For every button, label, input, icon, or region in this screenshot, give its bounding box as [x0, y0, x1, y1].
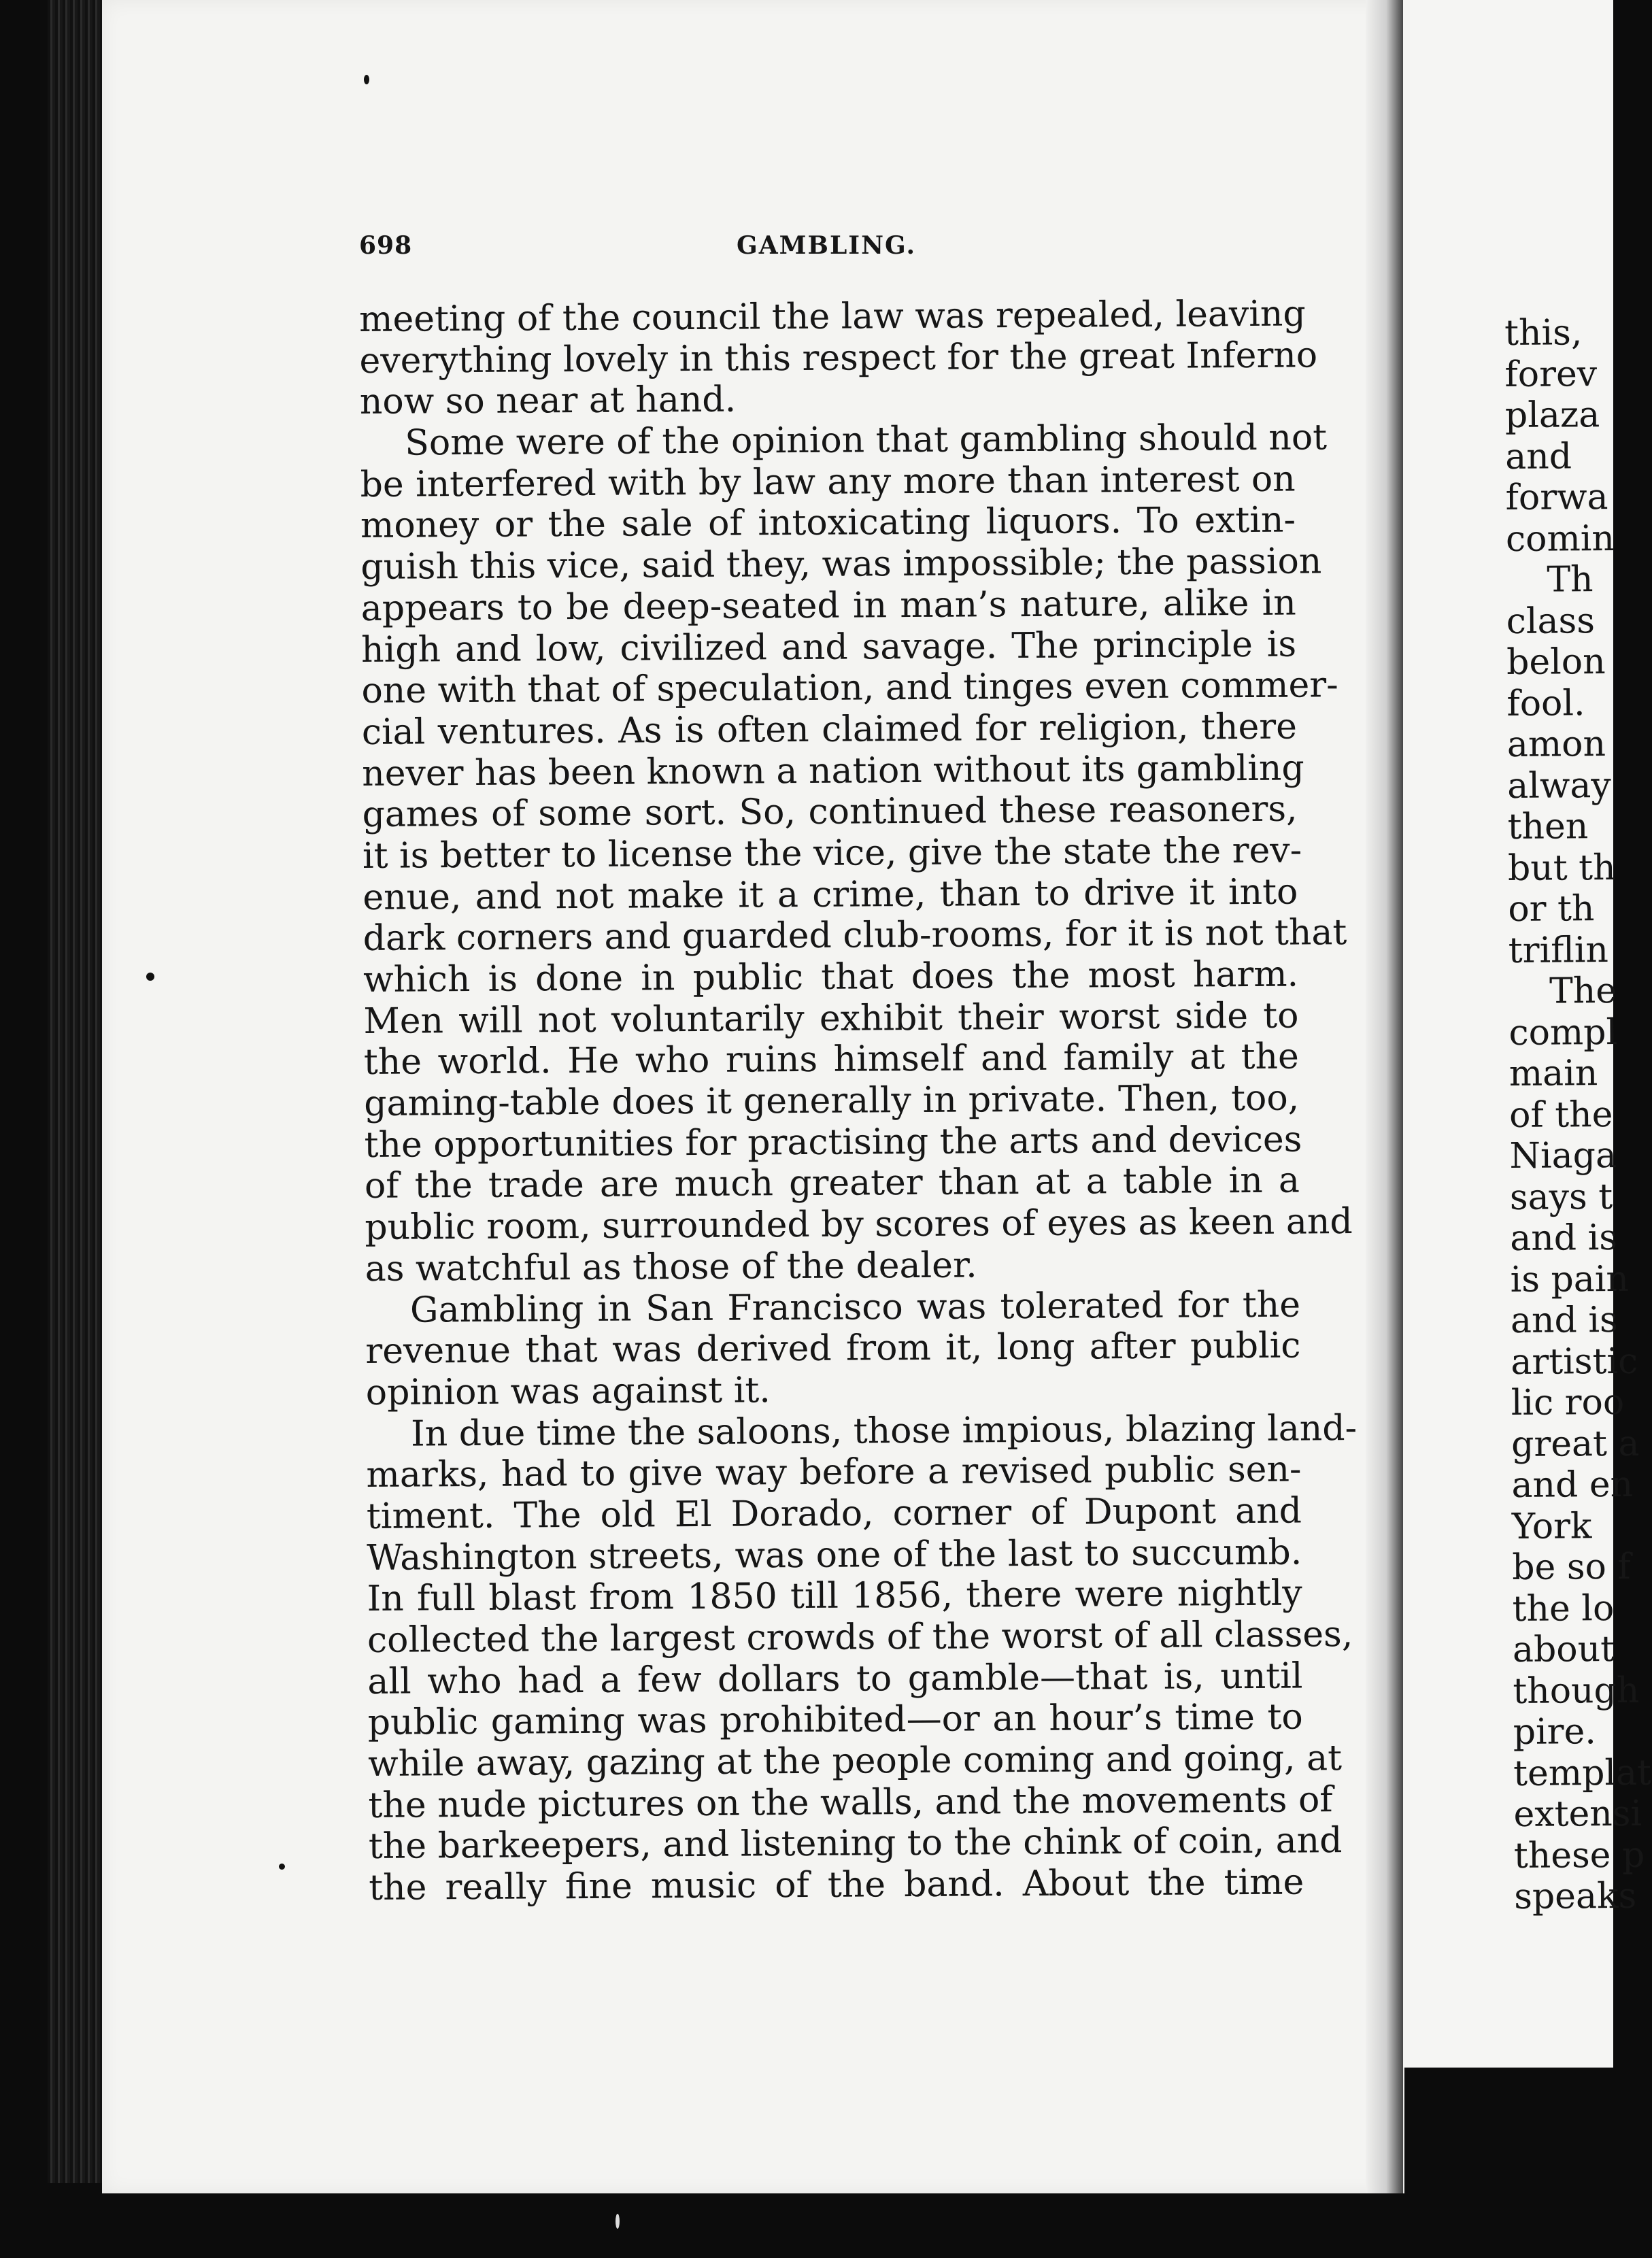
text-line: public room, surrounded by scores of eyes as keen and: [365, 1201, 1353, 1249]
scan-speck: [146, 973, 154, 981]
running-head: [359, 231, 1311, 272]
text-line: it is better to license the vice, give the state the rev-: [362, 830, 1302, 877]
text-line-fragment: main: [1508, 1053, 1598, 1094]
text-line-fragment: The: [1549, 971, 1617, 1012]
page-number: 698: [359, 231, 413, 260]
text-line: of the trade are much greater than at a table in a: [364, 1160, 1300, 1207]
text-line: appears to be deep-seated in man’s nature, alike in: [360, 582, 1296, 629]
text-line: meeting of the council the law was repealed, leaving: [359, 293, 1306, 340]
scan-speck: [364, 75, 369, 84]
text-line-fragment: is pain: [1510, 1258, 1630, 1300]
text-line: dark corners and guarded club-rooms, for it is not that: [363, 912, 1347, 960]
text-line: the nude pictures on the walls, and the movements of: [368, 1779, 1333, 1826]
text-line-fragment: artistic: [1511, 1341, 1638, 1383]
page-stack-edge: [48, 0, 102, 2183]
text-line: marks, had to give way before a revised public sen-: [366, 1449, 1302, 1496]
text-line-fragment: says t: [1509, 1176, 1613, 1218]
text-line-fragment: and en: [1511, 1464, 1634, 1506]
right-page-text-fragments: [1504, 312, 1652, 1917]
text-line: high and low, civilized and savage. The principle is: [360, 624, 1297, 671]
text-line-fragment: this,: [1504, 312, 1583, 354]
text-line: the world. He who ruins himself and family at the: [363, 1036, 1300, 1083]
text-line: be interfered with by law any more than interest on: [360, 458, 1296, 505]
text-line: which is done in public that does the most harm.: [363, 954, 1299, 1000]
text-line: while away, gazing at the people coming and going, at: [367, 1738, 1343, 1785]
text-line: collected the largest crowds of the worst of all classes,: [367, 1614, 1353, 1661]
text-line: the opportunities for practising the arts and devices: [364, 1119, 1302, 1166]
text-line: opinion was against it.: [365, 1370, 771, 1413]
text-line: never has been known a nation without its gambling: [362, 747, 1304, 794]
text-line: games of some sort. So, continued these reasoners,: [362, 788, 1298, 836]
text-line: one with that of speculation, and tinges even commer-: [361, 664, 1338, 712]
text-line-fragment: fool.: [1506, 682, 1585, 724]
text-line-fragment: class: [1506, 600, 1596, 642]
text-line-fragment: triflin: [1508, 929, 1609, 971]
running-head-title: GAMBLING.: [737, 231, 917, 260]
text-line: In due time the saloons, those impious, blazing land-: [411, 1407, 1358, 1455]
text-line-fragment: templat: [1513, 1752, 1652, 1794]
text-line-fragment: though: [1513, 1670, 1640, 1712]
text-line-fragment: lic roo: [1511, 1381, 1625, 1423]
text-line-fragment: and is: [1510, 1300, 1618, 1341]
text-line: Men will not voluntarily exhibit their worst side to: [363, 995, 1299, 1042]
text-line-fragment: but th: [1507, 847, 1616, 889]
text-line: cial ventures. As is often claimed for religion, there: [361, 706, 1298, 753]
text-line-fragment: these p: [1513, 1834, 1645, 1876]
text-line-fragment: comin: [1505, 518, 1615, 560]
scan-speck: [279, 1864, 285, 1870]
text-line-fragment: then: [1507, 806, 1589, 847]
text-line-fragment: York: [1511, 1505, 1592, 1547]
text-line: revenue that was derived from it, long after public: [365, 1325, 1301, 1372]
text-line-fragment: forev: [1504, 353, 1598, 395]
text-line-fragment: speaks: [1514, 1875, 1637, 1917]
text-line-fragment: forwa: [1505, 477, 1608, 518]
text-line: In full blast from 1850 till 1856, there were nightly: [367, 1572, 1302, 1620]
text-line: public gaming was prohibited—or an hour’s time to: [367, 1696, 1303, 1744]
text-line-fragment: or th: [1508, 888, 1595, 930]
left-page-text-column: [359, 293, 1358, 1909]
text-line: as watchful as those of the dealer.: [365, 1245, 977, 1290]
text-line-fragment: the lo: [1512, 1587, 1615, 1630]
text-line: Some were of the opinion that gambling should not: [405, 417, 1328, 464]
text-line: the barkeepers, and listening to the chink of coin, and: [368, 1820, 1343, 1868]
text-line: all who had a few dollars to gamble—that is, until: [367, 1655, 1303, 1702]
text-line-fragment: plaza: [1504, 394, 1600, 436]
text-line-fragment: of the: [1509, 1094, 1613, 1136]
text-line-fragment: belon: [1506, 641, 1606, 683]
text-line-fragment: about: [1512, 1629, 1615, 1670]
text-line: Gambling in San Francisco was tolerated for the: [409, 1284, 1301, 1331]
text-line-fragment: pire.: [1513, 1711, 1597, 1753]
text-line: Washington streets, was one of the last to succumb.: [367, 1532, 1302, 1579]
text-line: guish this vice, said they, was impossible; the passion: [360, 541, 1322, 588]
text-line: everything lovely in this respect for the great Inferno: [359, 335, 1318, 382]
text-line: now so near at hand.: [359, 379, 737, 423]
text-line-fragment: and is: [1510, 1217, 1618, 1259]
text-line-fragment: Th: [1547, 559, 1594, 601]
text-line: gaming-table does it generally in private. Then, too,: [364, 1077, 1300, 1125]
book-gutter: [1366, 0, 1403, 2193]
text-line-fragment: Niaga: [1509, 1135, 1617, 1177]
text-line-fragment: great a: [1511, 1423, 1640, 1465]
text-line: money or the sale of intoxicating liquors. To extin-: [360, 500, 1296, 547]
text-line-fragment: extensi: [1513, 1793, 1642, 1835]
text-line: the really fine music of the band. About the time: [369, 1861, 1304, 1909]
text-line-fragment: and: [1505, 435, 1572, 477]
text-line-fragment: alway: [1507, 764, 1611, 807]
text-line-fragment: amon: [1506, 724, 1606, 765]
text-line-fragment: compl: [1508, 1011, 1618, 1054]
text-line-fragment: be so f: [1512, 1546, 1631, 1588]
text-line: timent. The old El Dorado, corner of Dupont and: [366, 1490, 1302, 1537]
scan-speck: [616, 2214, 620, 2229]
text-line: enue, and not make it a crime, than to drive it into: [363, 871, 1298, 918]
